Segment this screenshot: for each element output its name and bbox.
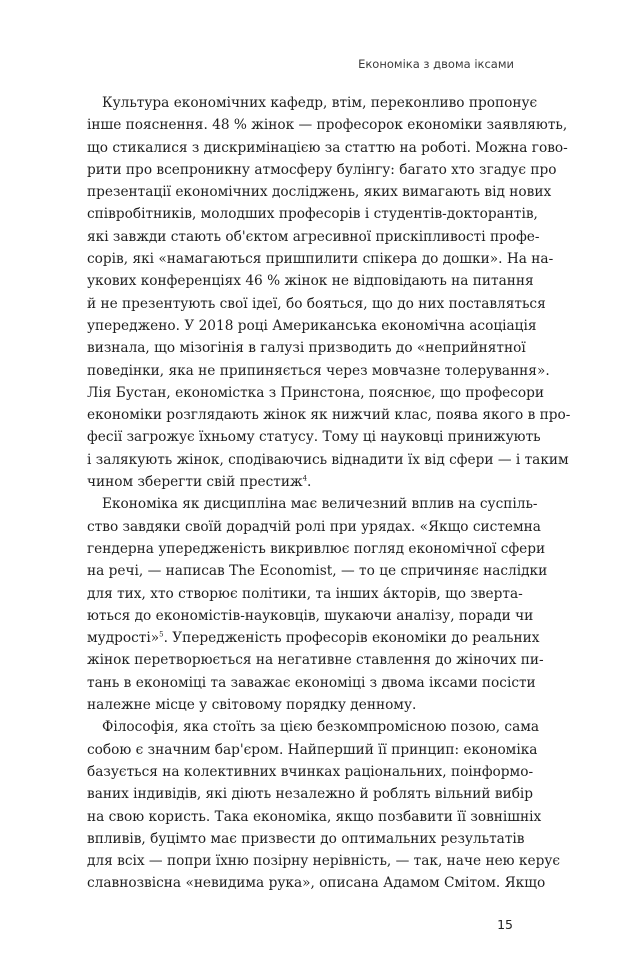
text-line: славнозвісна «невидима рука», описана Адамом Смітом. Якщо: [87, 875, 546, 892]
text-line: співробітників, молодших професорів і студентів-докторантів,: [87, 206, 538, 223]
text-line: поведінки, яка не припиняється через мовчазне толерування».: [87, 362, 550, 379]
text-line: укових конференціях 46 % жінок не відповідають на питання: [87, 273, 534, 290]
text-line: презентації економічних досліджень, яких вимагають від нових: [87, 184, 552, 201]
line-text: чином зберегти свій престиж: [87, 474, 303, 491]
text-line: гендерна упередженість викривлює погляд економічної сфери: [87, 540, 546, 557]
text-line: Культура економічних кафедр, втім, переконливо пропонує: [102, 95, 538, 111]
text-line: Філософія, яка стоїть за цією безкомпромісною позою, сама: [102, 719, 540, 736]
text-line: жінок перетворюється на негативне ставлення до жіночих пи-: [87, 652, 544, 669]
text-line: сорів, які «намагаються пришпилити спікера до дошки». На на-: [87, 251, 554, 268]
text-line: ваних індивідів, які діють незалежно й роблять вільний вибір: [87, 786, 534, 803]
text-line: що стикалися з дискримінацією за статтю на роботі. Можна гово-: [87, 139, 568, 156]
text-line: на речі, — написав The Economist, — то це спричиняє наслідки: [87, 563, 548, 580]
text-line: які завжди стають об'єктом агресивної прискіпливості профе-: [87, 228, 540, 245]
footnote-ref: 5: [159, 630, 164, 639]
text-line: для всіх — попри їхню позірну нерівність, — так, наче нею керує: [87, 853, 561, 870]
text-line: інше пояснення. 48 % жінок — професорок економіки заявляють,: [87, 117, 568, 134]
text-line: фесії загрожує їхньому статусу. Тому ці науковці принижують: [87, 429, 541, 446]
text-line: впливів, буцімто має призвести до оптимальних результатів: [87, 830, 525, 847]
paragraph-3: [87, 716, 561, 894]
paragraph-2: [87, 493, 548, 716]
text-line: базується на колективних вчинках раціональних, поінформо-: [87, 763, 534, 780]
text-line: упереджено. У 2018 році Американська економічна асоціація: [87, 317, 537, 334]
line-text: . Упередженість професорів економіки до реальних: [163, 630, 540, 647]
line-text: мудрості»: [87, 630, 160, 647]
text-line: для тих, хто створює політики, та інших а́кторів, що зверта-: [87, 585, 523, 602]
text-line: належне місце у світовому порядку денному.: [87, 697, 417, 714]
text-line: Лія Бустан, економістка з Принстона, пояснює, що професори: [87, 384, 545, 401]
text-line: Економіка як дисципліна має величезний вплив на суспіль-: [102, 496, 538, 513]
text-line: тань в економіці та заважає економіці з двома іксами посісти: [87, 674, 536, 691]
running-header: Економіка з двома іксами: [358, 57, 514, 71]
text-line: й не презентують свої ідеї, бо бояться, що до них поставляться: [87, 295, 546, 312]
text-line: рити про всепроникну атмосферу булінгу: багато хто згадує про: [87, 161, 557, 178]
text-line: на свою користь. Така економіка, якщо позбавити її зовнішніх: [87, 808, 542, 825]
text-line: собою є значним бар'єром. Найперший її принцип: економіка: [87, 741, 538, 758]
footnote-ref: 4: [302, 474, 308, 483]
text-line: ство завдяки своїй дорадчій ролі при урядах. «Якщо системна: [87, 518, 541, 535]
text-line: чином зберегти свій престиж$^4$.: [87, 474, 312, 491]
text-line: ються до економістів-науковців, шукаючи аналізу, поради чи: [87, 607, 534, 624]
text-line: [87, 627, 540, 649]
page-body: [87, 92, 571, 895]
paragraph-1: [87, 92, 571, 493]
text-line: і залякують жінок, сподіваючись віднадити їх від сфери — і таким: [87, 451, 569, 468]
text-line: визнала, що мізогінія в галузі призводить до «неприйнятної: [87, 340, 526, 357]
page-number: 15: [497, 917, 513, 932]
text-line: економіки розглядають жінок як нижчий клас, поява якого в про-: [87, 407, 571, 424]
